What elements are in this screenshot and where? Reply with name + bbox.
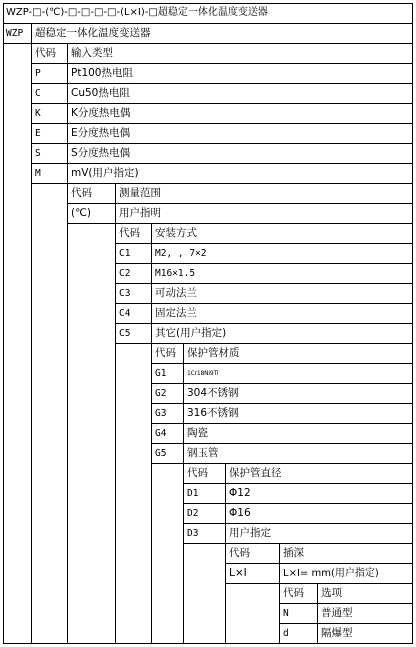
input-type-label-s: S分度热电偶 <box>71 147 131 159</box>
option-code-n: N <box>283 608 289 619</box>
diameter-header-code: 代码 <box>187 467 208 479</box>
input-type-code-e: E <box>35 128 41 139</box>
material-code-g5: G5 <box>155 448 167 459</box>
material-label-g4: 陶瓷 <box>187 427 208 439</box>
material-label-g2: 304不锈钢 <box>187 387 239 399</box>
material-label-g3: 316不锈钢 <box>187 407 239 419</box>
install-code-c1: C1 <box>119 248 131 259</box>
option-label-n: 普通型 <box>321 607 353 619</box>
diameter-code-d2: D2 <box>187 508 199 519</box>
diameter-label-d3: 用户指定 <box>229 527 271 539</box>
install-label-c4: 固定法兰 <box>155 307 197 319</box>
install-code-c5: C5 <box>119 328 131 339</box>
input-type-label-e: E分度热电偶 <box>71 127 131 139</box>
option-code-d: d <box>283 628 289 639</box>
option-label-d: 隔爆型 <box>321 627 353 639</box>
material-code-g2: G2 <box>155 388 167 399</box>
option-header-label: 选项 <box>321 587 342 599</box>
input-type-label-p: Pt100热电阻 <box>71 67 133 79</box>
depth-header-code: 代码 <box>229 547 250 559</box>
input-type-header-label: 输入类型 <box>71 47 113 59</box>
input-type-code-c: C <box>35 88 41 99</box>
input-type-label-k: K分度热电偶 <box>71 107 131 119</box>
title-row: WZP-□-(℃)-□-□-□-□-(L×I)-□超稳定一体化温度变送器 <box>6 7 268 18</box>
input-type-code-s: S <box>35 148 41 159</box>
input-type-code-p: P <box>35 68 41 79</box>
range-header-code: 代码 <box>71 187 92 199</box>
install-label-c2: M16×1.5 <box>155 268 196 279</box>
diameter-label-d2: Φ16 <box>229 507 251 519</box>
model-code: WZP <box>6 28 24 39</box>
diameter-label-d1: Φ12 <box>229 487 251 499</box>
install-code-c2: C2 <box>119 268 131 279</box>
model-name: 超稳定一体化温度变送器 <box>35 27 151 39</box>
material-code-g4: G4 <box>155 428 167 439</box>
range-label: 用户指明 <box>119 207 161 219</box>
input-type-label-c: Cu50热电阻 <box>71 87 130 99</box>
material-header-label: 保护管材质 <box>187 347 240 359</box>
diameter-code-d3: D3 <box>187 528 199 539</box>
material-code-g3: G3 <box>155 408 167 419</box>
depth-code: L×I <box>229 567 247 579</box>
input-type-code-m: M <box>35 168 41 179</box>
install-label-c3: 可动法兰 <box>155 287 197 299</box>
diameter-code-d1: D1 <box>187 488 199 499</box>
material-label-g5: 钢玉管 <box>187 447 219 459</box>
option-header-code: 代码 <box>283 587 304 599</box>
install-header-code: 代码 <box>119 227 140 239</box>
install-label-c1: M2, , 7×2 <box>155 248 207 259</box>
install-label-c5: 其它(用户指定) <box>155 327 227 339</box>
range-header-label: 测量范围 <box>119 187 161 199</box>
range-code: (℃) <box>71 207 91 219</box>
depth-label: L×I= mm(用户指定) <box>283 568 379 579</box>
input-type-code-k: K <box>35 108 41 119</box>
diameter-header-label: 保护管直径 <box>229 467 282 479</box>
install-code-c4: C4 <box>119 308 131 319</box>
input-type-label-m: mV(用户指定) <box>71 167 139 179</box>
depth-header-label: 插深 <box>283 547 304 559</box>
material-code-g1: G1 <box>155 368 167 379</box>
material-header-code: 代码 <box>155 347 176 359</box>
install-header-label: 安装方式 <box>155 227 197 239</box>
material-label-g1: 1Cr18Ni9Ti <box>187 370 219 377</box>
input-type-header-code: 代码 <box>35 47 56 59</box>
install-code-c3: C3 <box>119 288 131 299</box>
